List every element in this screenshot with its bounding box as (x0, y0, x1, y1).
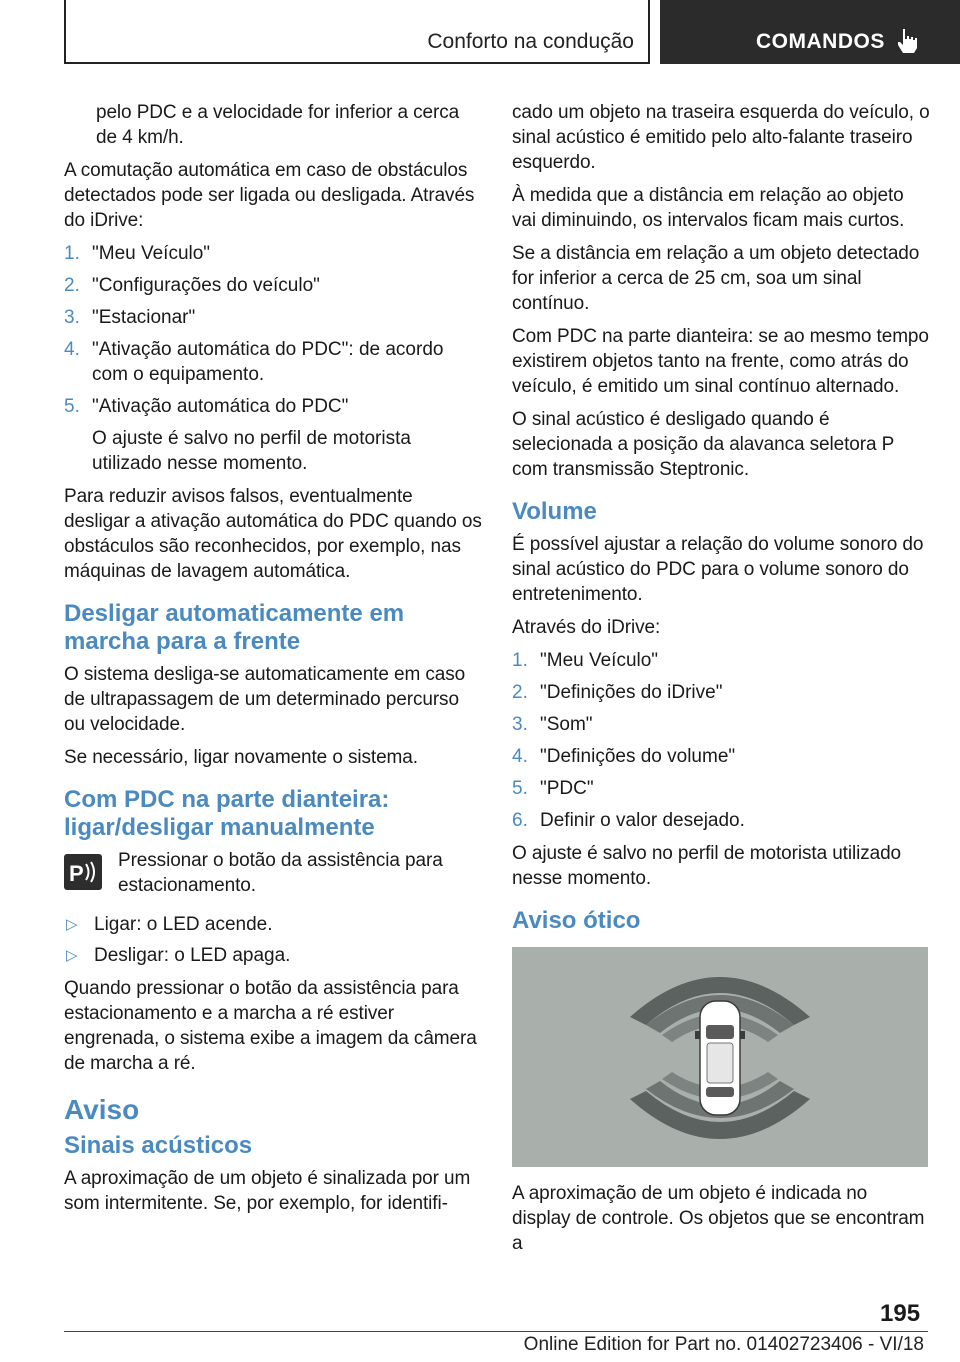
heading-volume: Volume (512, 498, 597, 525)
heading-visual-warning: Aviso ótico (512, 907, 641, 934)
step-number: 6. (512, 810, 528, 831)
step-text: "Configurações do veículo" (92, 275, 320, 296)
step-number: 4. (64, 339, 80, 360)
paragraph-auto-off: O sistema desliga-se automaticamente em caso de ultrapassagem de um determinado percurso ou velocidade. (64, 664, 466, 735)
step-text: "Meu Veículo" (540, 650, 659, 671)
step-number: 5. (64, 396, 80, 417)
pointing-hand-icon (896, 28, 918, 54)
step-number: 5. (512, 778, 528, 799)
step-number: 3. (64, 307, 80, 328)
step-text: "Definições do iDrive" (540, 682, 723, 703)
step-text: "PDC" (540, 778, 594, 799)
paragraph-distance: À medida que a distância em relação ao objeto vai diminuindo, os intervalos ficam mais curtos. (512, 185, 905, 231)
chapter-tab (660, 0, 960, 64)
paragraph-intro: pelo PDC e a velocidade for inferior a cerca de 4 km/h. (96, 102, 460, 148)
step-text: "Som" (540, 714, 593, 735)
left-column (64, 100, 482, 1224)
list-item (64, 273, 482, 298)
step-text: "Ativação automática do PDC": de acordo com o equipamento. (92, 339, 444, 385)
list-item (512, 680, 930, 705)
svg-text:P: P (69, 861, 84, 886)
section-title: Conforto na condução (64, 0, 650, 64)
paragraph-reactivate: Se necessário, ligar novamente o sistema. (64, 747, 418, 768)
page-header (0, 0, 960, 66)
heading-front-pdc-manual: Com PDC na parte dianteira: ligar/desligar manualmente (64, 786, 390, 841)
paragraph-false-alarms: Para reduzir avisos falsos, eventualmente desligar a ativação automática do PDC quando os obstáculos são reconhecidos, por exemplo, nas máquinas de lavagem automática. (64, 486, 482, 582)
led-states-list (64, 912, 482, 968)
list-item (512, 712, 930, 737)
step-text: "Ativação automática do PDC" (92, 396, 349, 417)
list-item (512, 648, 930, 673)
step-number: 2. (512, 682, 528, 703)
heading-aviso: Aviso (64, 1094, 140, 1125)
paragraph-acoustic: A aproximação de um objeto é sinalizada por um som intermitente. Se, por exemplo, for identifi- (64, 1168, 471, 1214)
step-number: 4. (512, 746, 528, 767)
page-number: 195 (880, 1300, 921, 1327)
paragraph-press-button: Pressionar o botão da assistência para estacionamento. (118, 850, 443, 896)
triangle-bullet-icon: ▷ (66, 947, 78, 964)
paragraph-saved-profile: O ajuste é salvo no perfil de motorista utilizado nesse momento. (512, 843, 902, 889)
idrive-steps-list (64, 241, 482, 476)
step-note: O ajuste é salvo no perfil de motorista utilizado nesse momento. (92, 428, 411, 474)
paragraph-continued: cado um objeto na traseira esquerda do veículo, o sinal acústico é emitido pelo alto-falante traseiro esquerdo. (512, 102, 930, 173)
step-text: "Definições do volume" (540, 746, 736, 767)
list-item (512, 808, 930, 833)
triangle-bullet-icon: ▷ (66, 916, 78, 933)
step-number: 2. (64, 275, 80, 296)
right-column (512, 100, 930, 1264)
step-text: "Estacionar" (92, 307, 196, 328)
list-item (64, 241, 482, 266)
footer-edition: Online Edition for Part no. 01402723406 - VI/18 (523, 1334, 924, 1355)
paragraph-auto-switch: A comutação automática em caso de obstáculos detectados pode ser ligada ou desligada. Através do iDrive: (64, 160, 475, 231)
step-number: 3. (512, 714, 528, 735)
paragraph-reverse-camera: Quando pressionar o botão da assistência para estacionamento e a marcha a ré estiver engrenada, o sistema exibe a imagem da câmera de marcha a ré. (64, 978, 477, 1074)
bullet-text: Ligar: o LED acende. (94, 914, 273, 935)
step-number: 1. (64, 243, 80, 264)
paragraph-25cm: Se a distância em relação a um objeto detectado for inferior a cerca de 25 cm, soa um sinal contínuo. (512, 243, 920, 314)
footer-divider (64, 1331, 928, 1332)
list-item (512, 744, 930, 769)
parking-sensor-illustration (512, 947, 928, 1167)
list-item (64, 394, 482, 476)
car-top-view-icon (512, 947, 928, 1167)
step-text: Definir o valor desejado. (540, 810, 745, 831)
heading-auto-off: Desligar automaticamente em marcha para a frente (64, 600, 405, 655)
chapter-title: COMANDOS (756, 30, 885, 53)
list-item (64, 912, 482, 937)
step-text: "Meu Veículo" (92, 243, 211, 264)
volume-steps-list (512, 648, 930, 833)
list-item (512, 776, 930, 801)
paragraph-via-idrive: Através do iDrive: (512, 617, 661, 638)
list-item (64, 305, 482, 330)
step-number: 1. (512, 650, 528, 671)
paragraph-front-pdc: Com PDC na parte dianteira: se ao mesmo tempo existirem objetos tanto na frente, como atrás do veículo, é emitido um sinal contínuo alternado. (512, 326, 929, 397)
paragraph-selector-p: O sinal acústico é desligado quando é selecionada a posição da alavanca seletora P com transmissão Steptronic. (512, 409, 894, 480)
paragraph-display: A aproximação de um objeto é indicada no display de controle. Os objetos que se encontram a (512, 1183, 925, 1254)
parking-assist-button-icon (64, 854, 102, 890)
list-item (64, 943, 482, 968)
paragraph-volume: É possível ajustar a relação do volume sonoro do sinal acústico do PDC para o volume sonoro do entretenimento. (512, 534, 924, 605)
heading-acoustic-signals: Sinais acústicos (64, 1132, 253, 1159)
list-item (64, 337, 482, 387)
bullet-text: Desligar: o LED apaga. (94, 945, 291, 966)
pdc-button-instruction (64, 848, 482, 898)
